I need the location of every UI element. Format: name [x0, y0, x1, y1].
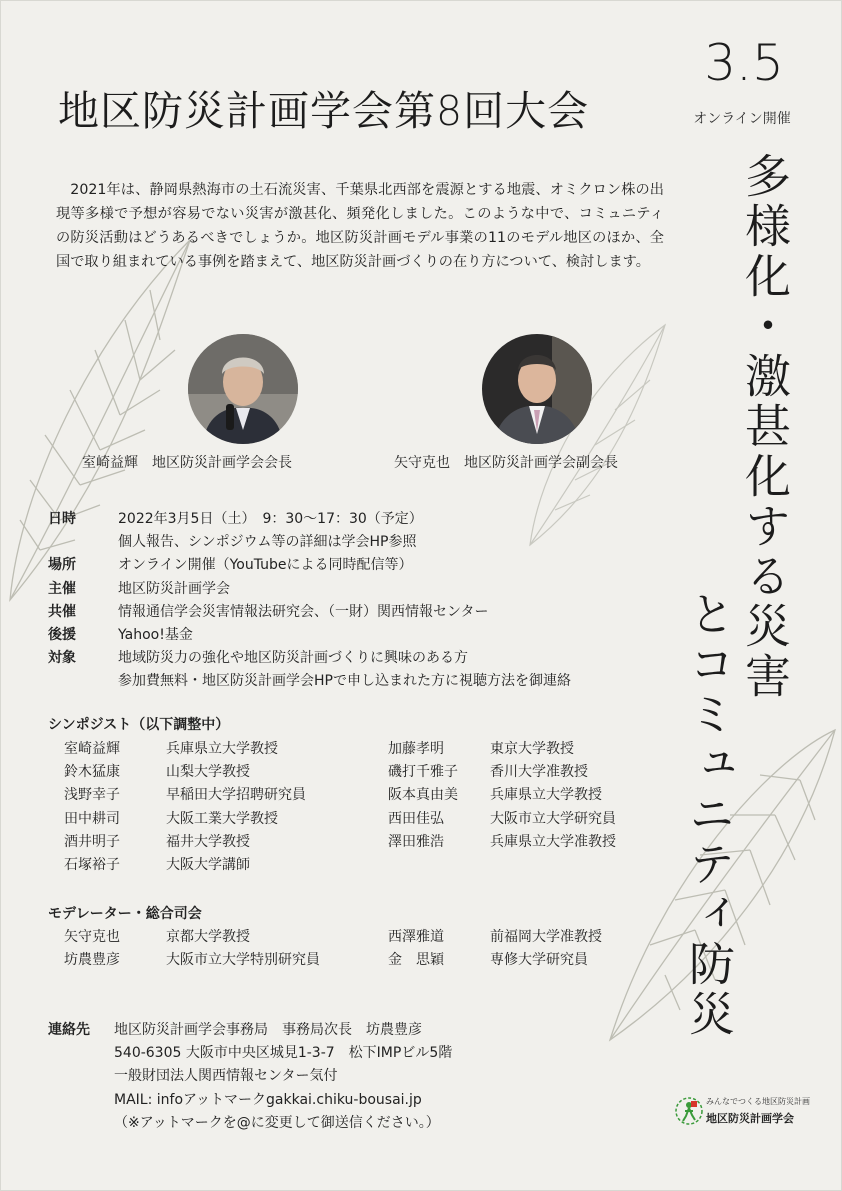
moderators-heading: モデレーター・総合司会 [48, 906, 202, 922]
person-role: 兵庫県立大学准教授 [490, 833, 616, 850]
intro-paragraph: 2021年は、静岡県熱海市の土石流災害、千葉県北西部を震源とする地震、オミクロン株の出現等多様で予想が容易でない災害が激甚化、頻発化しました。このような中で、コミュニティの防災活動はどうあるべきでしょうか。地区防災計画モデル事業の11のモデル地区のほか、全国で取り組まれている事例を踏まえて、地区防災計画づくりの在り方について、検討します。 [56, 182, 664, 270]
contact-block [48, 1019, 452, 1135]
person-name: 澤田雅浩 [388, 833, 444, 850]
details-venue-row [48, 554, 571, 577]
moderators-right-list [388, 926, 602, 972]
person-name: 田中耕司 [64, 810, 120, 827]
details-date-row [48, 508, 571, 554]
person-name: 西田佳弘 [388, 810, 444, 827]
details-value: オンライン開催（YouTubeによる同時配信等） [118, 557, 413, 574]
speaker-photo-murosaki [188, 334, 298, 444]
person-role: 大阪工業大学教授 [166, 810, 278, 827]
details-audience-row [48, 647, 571, 693]
person-name: 矢守克也 [64, 929, 120, 945]
society-logo [674, 1092, 814, 1132]
list-item [388, 808, 616, 831]
person-role: 福井大学教授 [166, 833, 250, 850]
logo-tagline: みんなでつくる地区防災計画 [706, 1097, 810, 1106]
person-name: 浅野幸子 [64, 787, 120, 804]
contact-note: （※アットマークを@に変更して御送信ください。） [114, 1114, 440, 1131]
person-name: 室崎益輝 [64, 741, 120, 757]
person-role: 兵庫県立大学教授 [166, 741, 278, 757]
person-name: 坊農豊彦 [64, 952, 120, 969]
contact-label: 連絡先 [48, 1022, 90, 1038]
contact-email: MAIL: infoアットマークgakkai.chiku-bousai.jp [114, 1091, 422, 1108]
details-value: 2022年3月5日（土） 9：30〜17：30（予定） [118, 511, 423, 527]
list-item [64, 808, 306, 831]
speaker-photo-yamori [482, 334, 592, 444]
list-item [64, 738, 306, 761]
contact-address: 540-6305 大阪市中央区城見1-3-7 松下IMPビル5階 [114, 1045, 453, 1062]
event-details [48, 508, 571, 694]
symposium-left-list [64, 738, 306, 877]
theme-title-line-2: とコミュニティ防災 [682, 590, 736, 1040]
person-role: 東京大学教授 [490, 741, 574, 757]
person-name: 阪本真由美 [388, 787, 458, 804]
list-item [64, 949, 320, 972]
person-role: 大阪市立大学研究員 [490, 810, 616, 827]
details-coorganizer-row [48, 601, 571, 624]
person-name: 石塚裕子 [64, 857, 120, 874]
list-item [64, 831, 306, 854]
person-role: 大阪市立大学特別研究員 [166, 952, 320, 969]
list-item [64, 761, 306, 784]
person-name: 加藤孝明 [388, 741, 444, 757]
person-role: 前福岡大学准教授 [490, 929, 602, 945]
details-label: 共催 [48, 603, 76, 620]
details-label: 対象 [48, 650, 76, 667]
logo-emblem-icon [674, 1096, 704, 1126]
details-label: 主催 [48, 580, 76, 597]
details-value: 個人報告、シンポジウム等の詳細は学会HP参照 [118, 534, 417, 551]
event-format: オンライン開催 [693, 111, 791, 127]
details-value: 参加費無料・地区防災計画学会HPで申し込まれた方に視聴方法を御連絡 [118, 673, 571, 690]
person-name: 西澤雅道 [388, 929, 444, 945]
person-role: 香川大学准教授 [490, 764, 588, 781]
symposium-heading: シンポジスト（以下調整中） [48, 717, 230, 733]
details-label: 後援 [48, 627, 76, 644]
list-item [64, 926, 320, 949]
logo-name: 地区防災計画学会 [706, 1112, 794, 1125]
list-item [388, 926, 602, 949]
person-role: 大阪大学講師 [166, 857, 250, 874]
theme-title-line-1: 多様化・激甚化する災害 [738, 152, 792, 702]
speaker-caption-2: 矢守克也 地区防災計画学会副会長 [394, 455, 618, 471]
details-label: 日時 [48, 511, 76, 527]
contact-office: 地区防災計画学会事務局 事務局次長 坊農豊彦 [114, 1022, 422, 1038]
details-sponsor-row [48, 624, 571, 647]
list-item [388, 738, 616, 761]
event-date: 3.5 [704, 34, 784, 92]
details-value: 情報通信学会災害情報法研究会、（一財）関西情報センター [118, 603, 489, 620]
person-role: 専修大学研究員 [490, 952, 588, 969]
person-name: 鈴木猛康 [64, 764, 120, 781]
moderators-left-list [64, 926, 320, 972]
details-label: 場所 [48, 557, 76, 574]
person-name: 磯打千雅子 [388, 764, 458, 781]
list-item [64, 784, 306, 807]
speaker-caption-1: 室崎益輝 地区防災計画学会会長 [82, 455, 292, 471]
details-value: Yahoo!基金 [118, 627, 193, 644]
person-name: 金 思穎 [388, 952, 444, 969]
list-item [388, 831, 616, 854]
contact-care-of: 一般財団法人関西情報センター気付 [114, 1068, 338, 1085]
list-item [388, 949, 602, 972]
list-item [64, 854, 306, 877]
person-role: 山梨大学教授 [166, 764, 250, 781]
person-role: 兵庫県立大学教授 [490, 787, 602, 804]
list-item [388, 784, 616, 807]
details-organizer-row [48, 578, 571, 601]
list-item [388, 761, 616, 784]
person-name: 酒井明子 [64, 833, 120, 850]
person-role: 京都大学教授 [166, 929, 250, 945]
details-value: 地域防災力の強化や地区防災計画づくりに興味のある方 [118, 650, 468, 667]
event-title: 地区防災計画学会第8回大会 [58, 87, 590, 135]
person-role: 早稲田大学招聘研究員 [166, 787, 306, 804]
details-value: 地区防災計画学会 [118, 580, 230, 597]
symposium-right-list [388, 738, 616, 854]
